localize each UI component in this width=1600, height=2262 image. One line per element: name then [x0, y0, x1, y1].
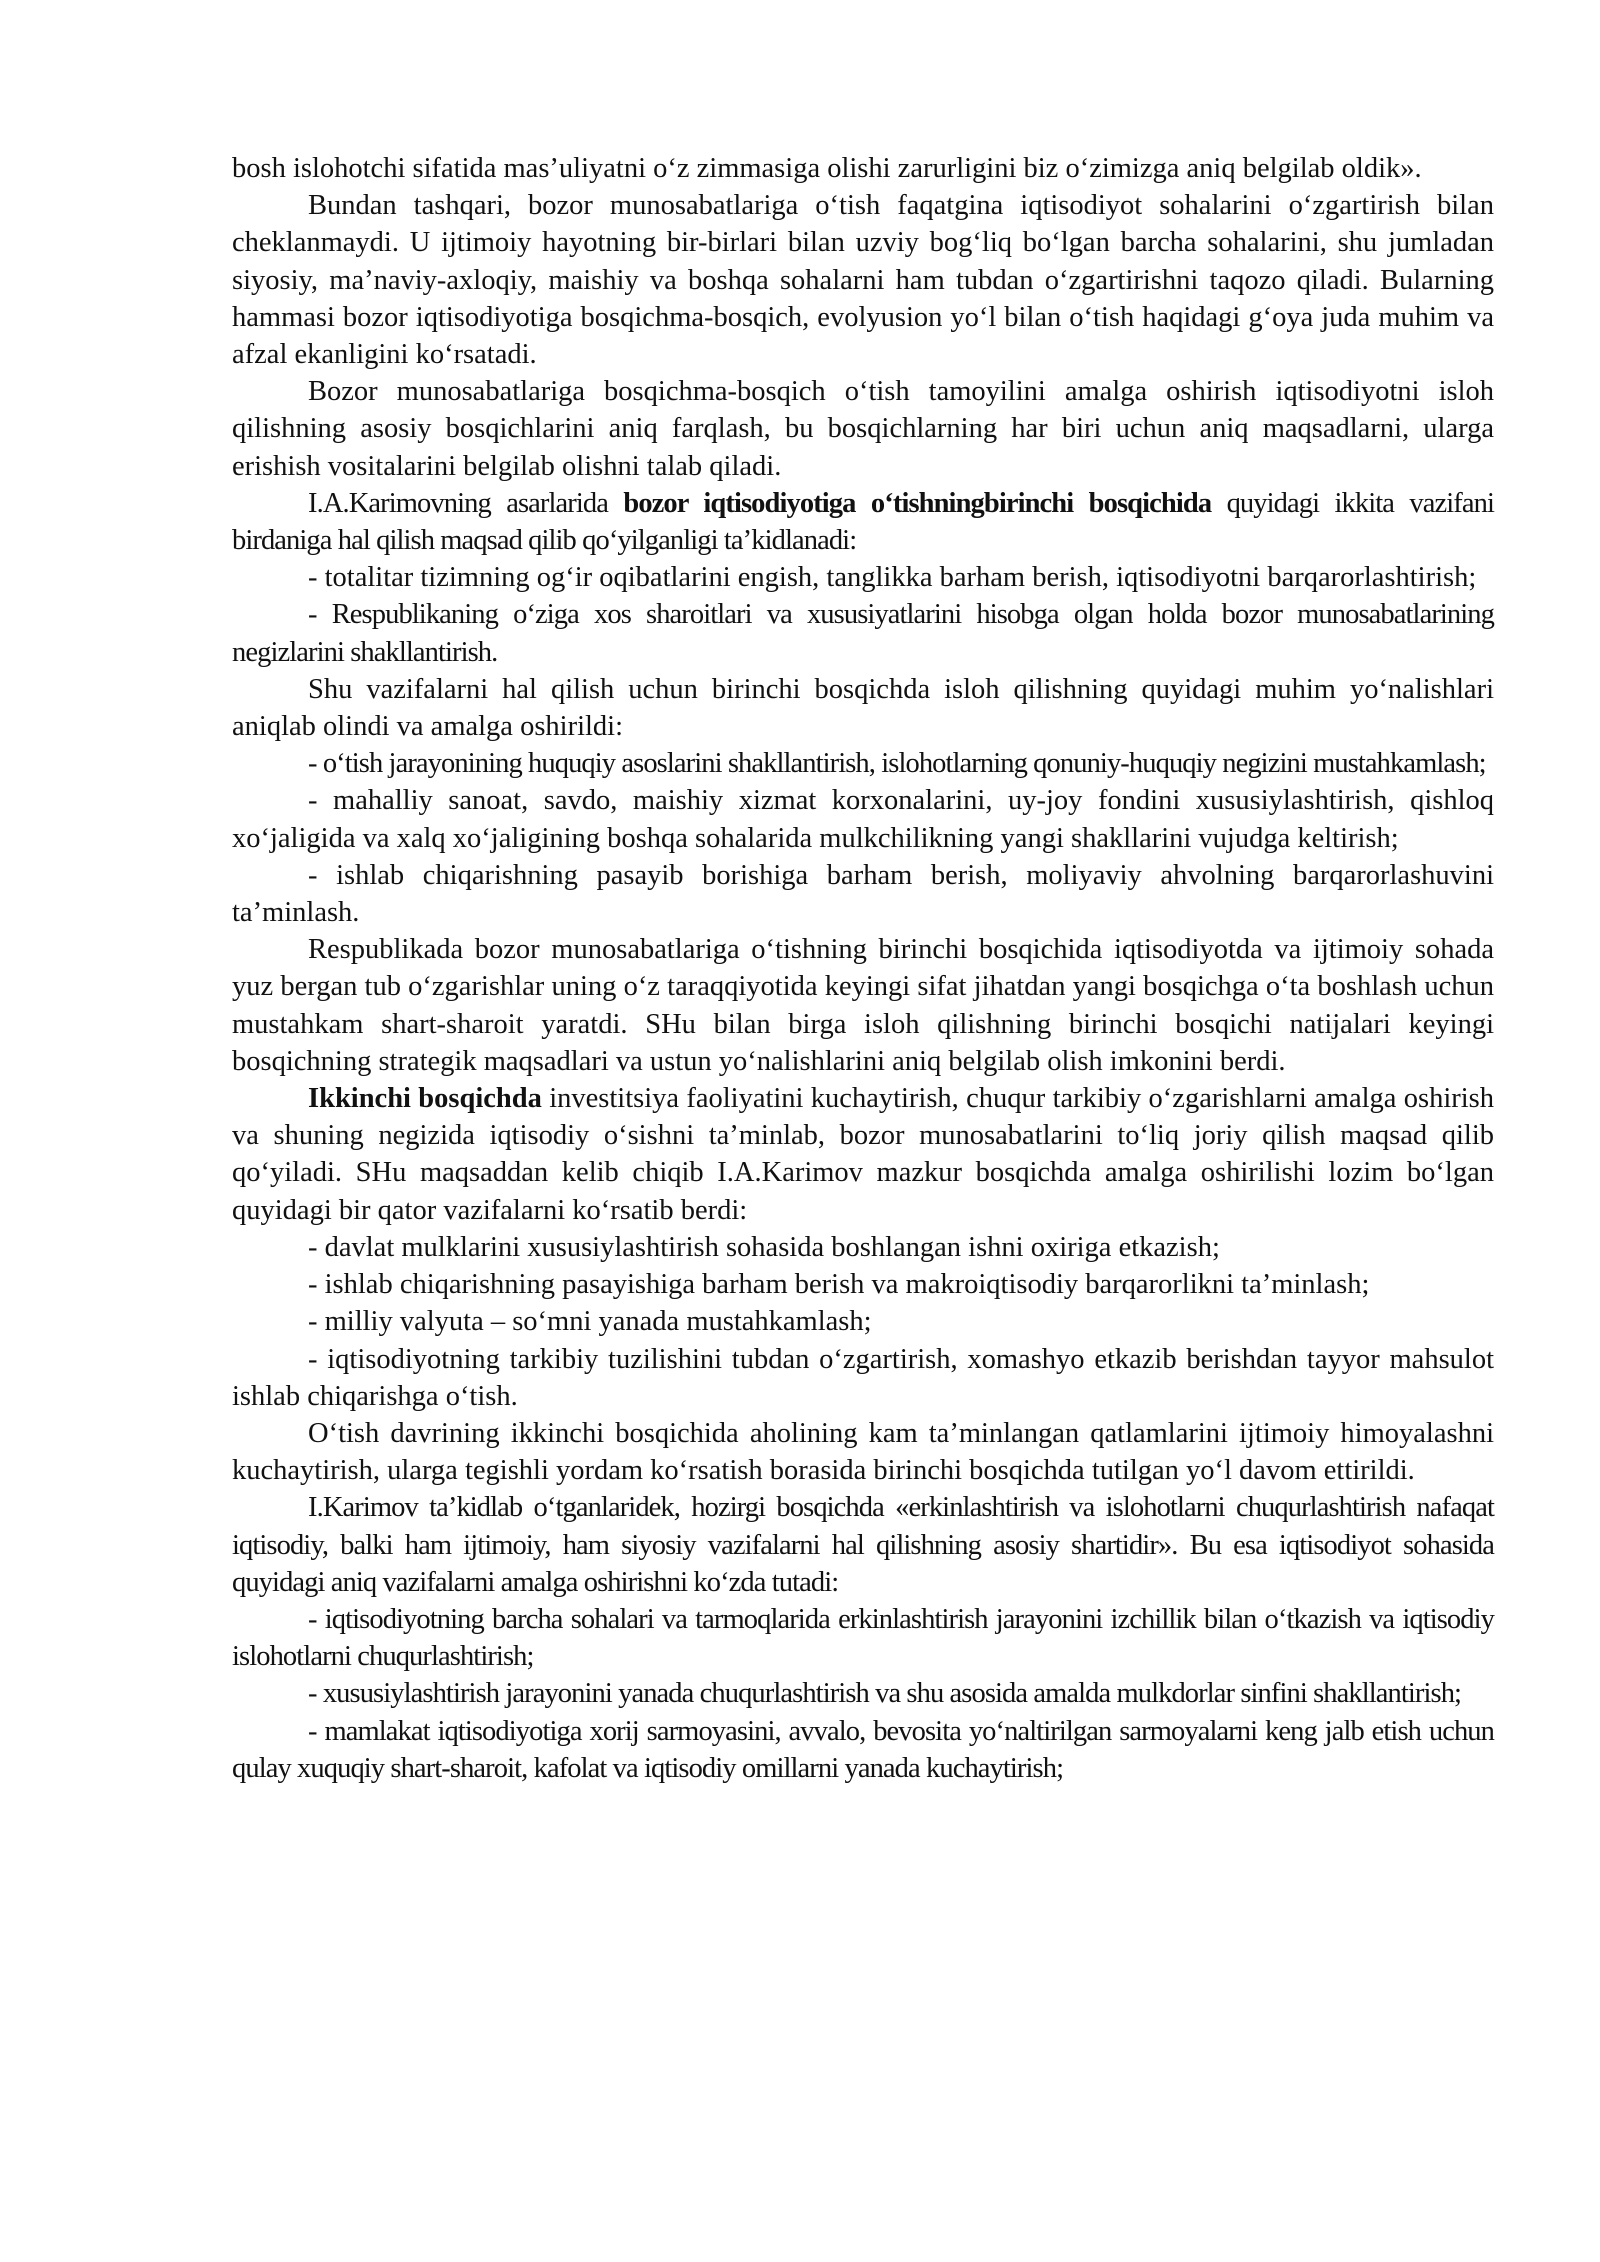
paragraph-12: Ikkinchi bosqichda investitsiya faoliyatini kuchaytirish, chuqur tarkibiy o‘zgarishlarni amalga oshirish va shuning negizida iqtisodiy o‘sishni ta’minlab, bozor munosabatlarini to‘liq joriy qilish maqsad qilib qo‘yiladi. SHu maqsaddan kelib chiqib I.A.Karimov mazkur bosqichda amalga oshirilishi lozim bo‘lgan quyidagi bir qator vazifalarni ko‘rsatib berdi: — [232, 1083, 1495, 1226]
list-item-stage2-task-2: - ishlab chiqarishning pasayishiga barham berish va makroiqtisodiy barqarorlikni ta’minlash; — [308, 1269, 1370, 1301]
list-item-stage1-task-2: - Respublikaning o‘ziga xos sharoitlari va xususiyatlarini hisobga olgan holda bozor munosabatlarining negizlarini shakllantirish. — [232, 599, 1494, 668]
list-item-direction-1: - o‘tish jarayonining huquqiy asoslarini shakllantirish, islohotlarning qonuniy-huquqiy negizini mustahkamlash; — [308, 748, 1486, 780]
list-item-current-task-3: - mamlakat iqtisodiyotiga xorij sarmoyasini, avvalo, bevosita yo‘naltirilgan sarmoyalarni keng jalb etish uchun qulay xuquqiy shart-sharoit, kafolat va iqtisodiy omillarni yanada kuchaytirish; — [232, 1715, 1494, 1784]
list-item-direction-3: - ishlab chiqarishning pasayib borishiga barham berish, moliyaviy ahvolning barqarorlashuvini ta’minlash. — [232, 859, 1494, 929]
list-item-current-task-1: - iqtisodiyotning barcha sohalari va tarmoqlarida erkinlashtirish jarayonini izchillik bilan o‘tkazish va iqtisodiy islohotlarni chuqurlashtirish; — [232, 1603, 1494, 1673]
bold-phrase-second-stage: Ikkinchi bosqichda — [308, 1083, 542, 1115]
list-item-current-task-2: - xususiylashtirish jarayonini yanada chuqurlashtirish va shu asosida amalda mulkdorlar sinfini shakllantirish; — [308, 1678, 1462, 1710]
list-item-stage2-task-4: - iqtisodiyotning tarkibiy tuzilishini tubdan o‘zgartirish, xomashyo etkazib berishdan tayyor mahsulot ishlab chiqarishga o‘tish. — [232, 1343, 1494, 1412]
paragraph-18: I.Karimov ta’kidlab o‘tganlaridek, hozirgi bosqichda «erkinlashtirish va islohotlarni chuqurlashtirish nafaqat iqtisodiy, balki ham ijtimoiy, ham siyosiy vazifalarni hal qilishning asosiy shartidir». Bu esa iqtisodiyot sohasida quyidagi aniq vazifalarni amalga oshirishni ko‘zda tutadi: — [232, 1492, 1494, 1598]
list-item-stage2-task-1: - davlat mulklarini xususiylashtirish sohasida boshlangan ishni oxiriga etkazish; — [308, 1231, 1220, 1263]
list-item-direction-2: - mahalliy sanoat, savdo, maishiy xizmat korxonalarini, uy-joy fondini xususiylashtirish, qishloq xo‘jaligida va xalq xo‘jaligining boshqa sohalarida mulkchilikning yangi shakllarini vujudga keltirish; — [232, 785, 1494, 854]
paragraph-17: O‘tish davrining ikkinchi bosqichida aholining kam ta’minlangan qatlamlarini ijtimoiy himoyalashni kuchaytirish, ularga tegishli yordam ko‘rsatish borasida birinchi bosqichda tutilgan yo‘l davom ettirildi. — [232, 1417, 1494, 1487]
paragraph-11: Respublikada bozor munosabatlariga o‘tishning birinchi bosqichida iqtisodiyotda va ijtimoiy sohada yuz bergan tub o‘zgarishlar uning o‘z taraqqiyotida keyingi sifat jihatdan yangi bosqichga o‘ta boshlash uchun mustahkam shart-sharoit yaratdi. SHu bilan birga isloh qilishning birinchi bosqichi natijalari keyingi bosqichning strategik maqsadlari va ustun yo‘nalishlarini aniq belgilab olish imkonini berdi. — [232, 934, 1494, 1077]
paragraph-2: Bundan tashqari, bozor munosabatlariga o‘tish faqatgina iqtisodiyot sohalarini o‘zgartirish bilan cheklanmaydi. U ijtimoiy hayotning bir-birlari bilan uzviy bog‘liq bo‘lgan barcha sohalarini, shu jumladan siyosiy, ma’naviy-axloqiy, maishiy va boshqa sohalarni ham tubdan o‘zgartirishni taqozo qiladi. Bularning hammasi bozor iqtisodiyotiga bosqichma-bosqich, evolyusion yo‘l bilan o‘tish haqidagi g‘oya juda muhim va afzal ekanligini ko‘rsatadi. — [232, 190, 1494, 371]
document-page — [232, 150, 1494, 1787]
list-item-stage2-task-3: - milliy valyuta – so‘mni yanada mustahkamlash; — [308, 1306, 872, 1338]
paragraph-7: Shu vazifalarni hal qilish uchun birinchi bosqichda isloh qilishning quyidagi muhim yo‘nalishlari aniqlab olindi va amalga oshirildi: — [232, 673, 1494, 743]
paragraph-3: Bozor munosabatlariga bosqichma-bosqich o‘tish tamoyilini amalga oshirish iqtisodiyotni isloh qilishning asosiy bosqichlarini aniq farqlash, bu bosqichlarning har biri uchun aniq maqsadlarni, ularga erishish vositalarini belgilab olishni talab qiladi. — [232, 376, 1494, 482]
paragraph-4: I.A.Karimovning asarlarida bozor iqtisodiyotiga o‘tishningbirinchi bosqichida quyidagi ikkita vazifani birdaniga hal qilish maqsad qilib qo‘yilganligi ta’kidlanadi: — [232, 487, 1495, 557]
list-item-stage1-task-1: - totalitar tizimning og‘ir oqibatlarini engish, tanglikka barham berish, iqtisodiyotni barqarorlashtirish; — [308, 562, 1477, 594]
paragraph-1: bosh islohotchi sifatida mas’uliyatni o‘z zimmasiga olishi zarurligini biz o‘zimizga aniq belgilab oldik». — [232, 153, 1422, 184]
bold-phrase-first-stage: bozor iqtisodiyotiga o‘tishningbirinchi bosqichida — [623, 487, 1212, 519]
